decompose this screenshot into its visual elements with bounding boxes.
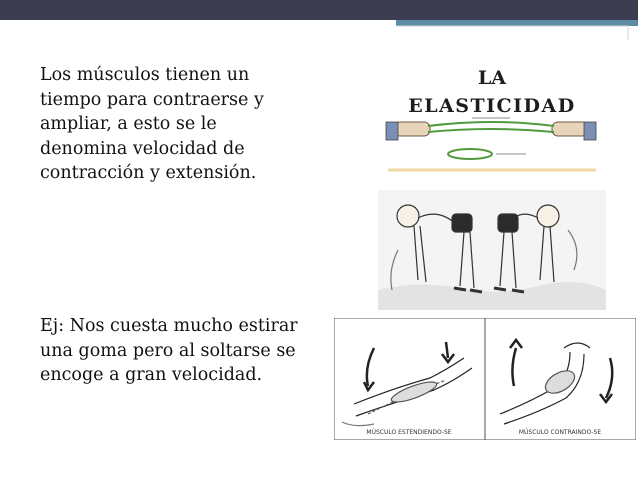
accent-bar [396,20,638,26]
figure-title-line1: LA [477,67,507,89]
relaxed-band-icon [448,149,492,159]
stretched-band-icon [428,122,554,132]
caption-extending: MÚSCULO ESTENDIENDO-SE [366,429,452,436]
right-hand-icon [552,122,596,140]
paragraph-example: Ej: Nos cuesta mucho estirar una goma pero al soltarse se encoge a gran velocidad. [40,316,298,385]
left-hand-icon [386,122,430,140]
elasticity-title-illustration [380,60,604,180]
arm-muscle-diagrams [334,318,636,440]
paragraph-muscle-speed: Los músculos tienen un tiempo para contraerse y ampliar, a esto se le denomina velocidad de contracción y extensión. [40,65,264,183]
figure-title-line2: ELASTICIDAD [408,95,576,117]
top-bar [0,0,638,20]
stretching-figures-illustration [378,190,606,310]
caption-contracting: MÚSCULO CONTRAINDO-SE [518,429,602,436]
